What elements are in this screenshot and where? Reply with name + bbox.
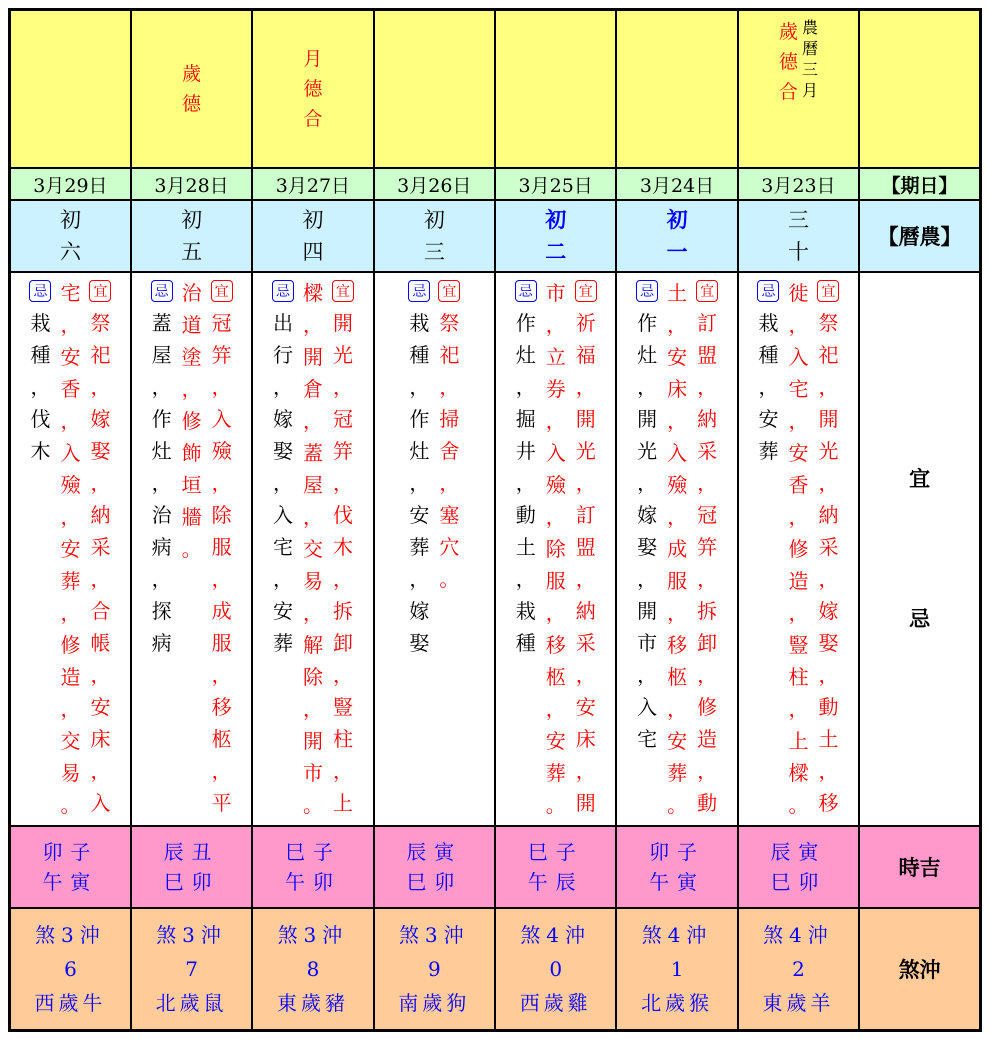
top-cell-1: 歲 德 — [131, 10, 252, 169]
ji-column: 忌 出 行 ， 嫁 娶 ， 入 宅 ， 安 葬 — [268, 277, 298, 821]
ji-icon: 忌 — [757, 280, 779, 302]
yi-column: 宜 祭 祀 ， 嫁 娶 ， 納 采 ， 合 帳 ， 安 床 ， 入 — [85, 277, 115, 821]
lunar-row — [10, 200, 981, 272]
yi-column: 宜 祈 福 ， 開 光 ， 訂 盟 ， 納 采 ， 安 床 ， 開 — [571, 277, 601, 821]
ji-column: 忌 栽 種 ， 伐 木 — [25, 277, 55, 821]
yi-ji-cell — [131, 272, 252, 826]
almanac-table — [8, 8, 982, 1032]
date-cell: 3月23日 — [738, 168, 859, 200]
lunar-cell: 三 十 — [738, 200, 859, 272]
ji-column: 忌 栽 種 ， 作 灶 ， 安 葬 ， 嫁 娶 — [404, 277, 434, 659]
date-cell: 3月25日 — [495, 168, 616, 200]
yi-ji-cell — [495, 272, 616, 826]
date-row — [10, 168, 981, 200]
yi-icon: 宜 — [438, 280, 460, 302]
time-cell: 辰丑 巳卯 — [131, 826, 252, 908]
top-cell-header — [859, 10, 980, 169]
yi-icon: 宜 — [817, 280, 839, 302]
yi-icon: 宜 — [696, 280, 718, 302]
lunar-month-note: 農 曆 三 月 — [801, 18, 818, 100]
yi-icon: 宜 — [211, 280, 233, 302]
lunar-cell: 初 五 — [131, 200, 252, 272]
auspicious-time-row — [10, 826, 981, 908]
yi-column: 宜 訂 盟 ， 納 采 ， 冠 笄 ， 拆 卸 ， 修 造 ， 動 — [692, 277, 722, 821]
ji-column: 忌 栽 種 ， 安 葬 — [753, 277, 783, 821]
top-cell-3 — [374, 10, 495, 169]
ji-icon: 忌 — [29, 280, 51, 302]
clash-row — [10, 908, 981, 1031]
yi-column: 宅 ， 安 香 ， 入 殮 ， 安 葬 ， 修 造 ， 交 易 。 — [60, 281, 81, 817]
clash-header: 煞沖 — [859, 908, 980, 1031]
yi-ji-columns — [375, 273, 494, 659]
yi-ji-columns — [496, 273, 615, 821]
lunar-cell: 初 三 — [374, 200, 495, 272]
clash-cell: 煞3沖 7 北歲鼠 — [131, 908, 252, 1031]
yi-icon: 宜 — [89, 280, 111, 302]
yi-ji-columns — [253, 273, 372, 821]
lunar-cell: 初 四 — [252, 200, 373, 272]
ji-icon: 忌 — [515, 280, 537, 302]
ji-column: 忌 作 灶 ， 開 光 ， 嫁 娶 ， 開 市 ， 入 宅 — [632, 277, 662, 821]
time-header: 時吉 — [859, 826, 980, 908]
date-cell: 3月28日 — [131, 168, 252, 200]
time-cell: 卯子 午寅 — [616, 826, 737, 908]
yi-column: 宜 冠 笄 ， 入 殮 ， 除 服 ， 成 服 ， 移 柩 ， 平 — [207, 277, 237, 819]
date-cell: 3月29日 — [10, 168, 131, 200]
top-cell-4 — [495, 10, 616, 169]
time-cell: 卯子 午寅 — [10, 826, 131, 908]
yi-column: 宜 開 光 ， 冠 笄 ， 伐 木 ， 拆 卸 ， 豎 柱 ， 上 — [328, 277, 358, 821]
date-cell: 3月26日 — [374, 168, 495, 200]
yi-column: 宜 祭 祀 ， 開 光 ， 納 采 ， 嫁 娶 ， 動 土 ， 移 — [813, 277, 843, 821]
yi-ji-cell — [10, 272, 131, 826]
yi-ji-cell — [738, 272, 859, 826]
ji-icon: 忌 — [272, 280, 294, 302]
yi-column: 治 道 塗 ， 修 飾 垣 牆 。 — [181, 281, 202, 561]
ji-column: 忌 作 灶 ， 掘 井 ， 動 土 ， 栽 種 — [511, 277, 541, 821]
ji-column: 忌 蓋 屋 ， 作 灶 ， 治 病 ， 探 病 — [147, 277, 177, 819]
yi-column: 土 ， 安 床 ， 入 殮 ， 成 服 ， 移 柩 ， 安 葬 。 — [667, 281, 688, 817]
yi-ji-header: 宜 忌 — [859, 272, 980, 826]
top-cell-6: 歲 德 合 農 曆 三 月 — [738, 10, 859, 169]
top-cell-2: 月 德 合 — [252, 10, 373, 169]
date-cell: 3月24日 — [616, 168, 737, 200]
yi-ji-columns — [739, 273, 858, 821]
time-cell: 巳子 午辰 — [495, 826, 616, 908]
auspicious-stars-row — [10, 10, 981, 169]
clash-cell: 煞3沖 6 西歲牛 — [10, 908, 131, 1031]
yi-icon: 宜 — [575, 280, 597, 302]
yi-ji-row — [10, 272, 981, 826]
top-cell-0 — [10, 10, 131, 169]
ji-icon: 忌 — [636, 280, 658, 302]
ji-icon: 忌 — [408, 280, 430, 302]
clash-cell: 煞3沖 9 南歲狗 — [374, 908, 495, 1031]
yi-column: 徙 ， 入 宅 ， 安 香 ， 修 造 ， 豎 柱 ， 上 樑 。 — [788, 281, 809, 817]
lunar-cell: 初 二 — [495, 200, 616, 272]
time-cell: 辰寅 巳卯 — [738, 826, 859, 908]
clash-cell: 煞3沖 8 東歲豬 — [252, 908, 373, 1031]
yi-ji-columns — [11, 273, 130, 821]
yi-ji-cell — [374, 272, 495, 826]
date-header: 【期日】 — [859, 168, 980, 200]
clash-cell: 煞4沖 1 北歲猴 — [616, 908, 737, 1031]
yi-column: 樑 ， 開 倉 ， 蓋 屋 ， 交 易 ， 解 除 ， 開 市 。 — [302, 281, 323, 817]
ji-icon: 忌 — [151, 280, 173, 302]
yi-ji-columns — [617, 273, 736, 821]
top-cell-5 — [616, 10, 737, 169]
time-cell: 巳子 午卯 — [252, 826, 373, 908]
clash-cell: 煞4沖 2 東歲羊 — [738, 908, 859, 1031]
date-cell: 3月27日 — [252, 168, 373, 200]
time-cell: 辰寅 巳卯 — [374, 826, 495, 908]
lunar-cell: 初 一 — [616, 200, 737, 272]
lunar-cell: 初 六 — [10, 200, 131, 272]
yi-ji-cell — [252, 272, 373, 826]
clash-cell: 煞4沖 0 西歲雞 — [495, 908, 616, 1031]
yi-column: 宜 祭 祀 ， 掃 舍 ， 塞 穴 。 — [434, 277, 464, 659]
lunar-header: 【曆農】 — [859, 200, 980, 272]
yi-column: 市 ， 立 券 ， 入 殮 ， 除 服 ， 移 柩 ， 安 葬 。 — [545, 281, 566, 817]
yi-icon: 宜 — [332, 280, 354, 302]
yi-ji-cell — [616, 272, 737, 826]
yi-ji-columns — [132, 273, 251, 819]
